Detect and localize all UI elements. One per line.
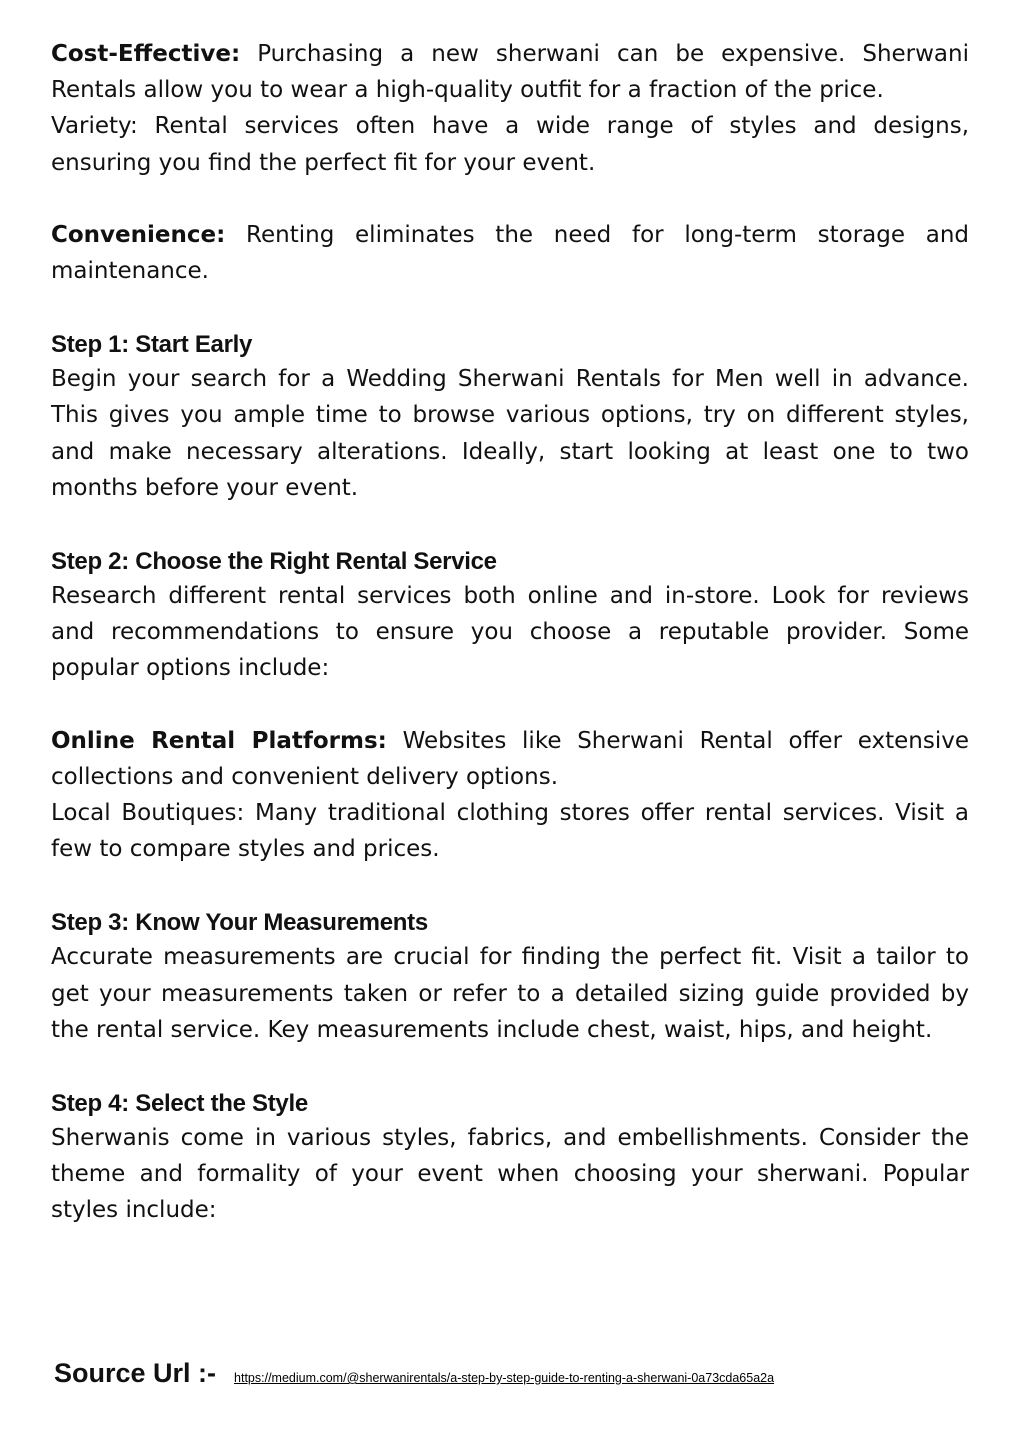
convenience-label: Convenience: [51, 221, 226, 248]
step-3-body: Accurate measurements are crucial for finding the perfect fit. Visit a tailor to get your measurements taken or refer to a detailed sizing guide provided by the rental service. Key measurements include chest, waist, hips, and height. [51, 944, 969, 1043]
variety-paragraph: Variety: Rental services often have a wide range of styles and designs, ensuring you find the perfect fit for your event. [51, 113, 969, 176]
online-platforms-text: Websites like Sherwani Rental offer extensive collections and convenient delivery options. [51, 727, 970, 790]
source-footer [54, 1358, 774, 1389]
step-2-body: Research different rental services both online and in-store. Look for reviews and recommendations to ensure you choose a reputable provider. Some popular options include: [51, 583, 969, 682]
step-3-heading: Step 3: Know Your Measurements [51, 909, 428, 937]
convenience-text: Renting eliminates the need for long-term storage and maintenance. [51, 221, 969, 285]
source-url-label: Source Url :- [54, 1358, 217, 1388]
step-4-body: Sherwanis come in various styles, fabrics, and embellishments. Consider the theme and formality of your event when choosing your sherwani. Popular styles include: [51, 1125, 969, 1224]
step-2-heading: Step 2: Choose the Right Rental Service [51, 548, 497, 576]
local-boutiques-paragraph: Local Boutiques: Many traditional clothing stores offer rental services. Visit a few to compare styles and prices. [51, 800, 969, 863]
step-1-heading: Step 1: Start Early [51, 331, 253, 359]
document-body [51, 36, 969, 1229]
cost-effective-label: Cost-Effective: [51, 41, 241, 67]
cost-effective-paragraph [51, 36, 969, 108]
source-url-link[interactable]: https://medium.com/@sherwanirentals/a-step-by-step-guide-to-renting-a-sherwani-0a73cda65a2a [234, 1371, 775, 1385]
step-4-heading: Step 4: Select the Style [51, 1090, 308, 1118]
online-platforms-label: Online Rental Platforms: [51, 727, 387, 754]
convenience-paragraph [51, 217, 969, 289]
cost-effective-text: Purchasing a new sherwani can be expensive. Sherwani Rentals allow you to wear a high-quality outfit for a fraction of the price. [51, 41, 969, 104]
step-1-body: Begin your search for a Wedding Sherwani Rentals for Men well in advance. This gives you ample time to browse various options, try on different styles, and make necessary alterations. Ideally, start looking at least one to two months before your event. [51, 366, 969, 501]
online-platforms-paragraph [51, 723, 969, 795]
